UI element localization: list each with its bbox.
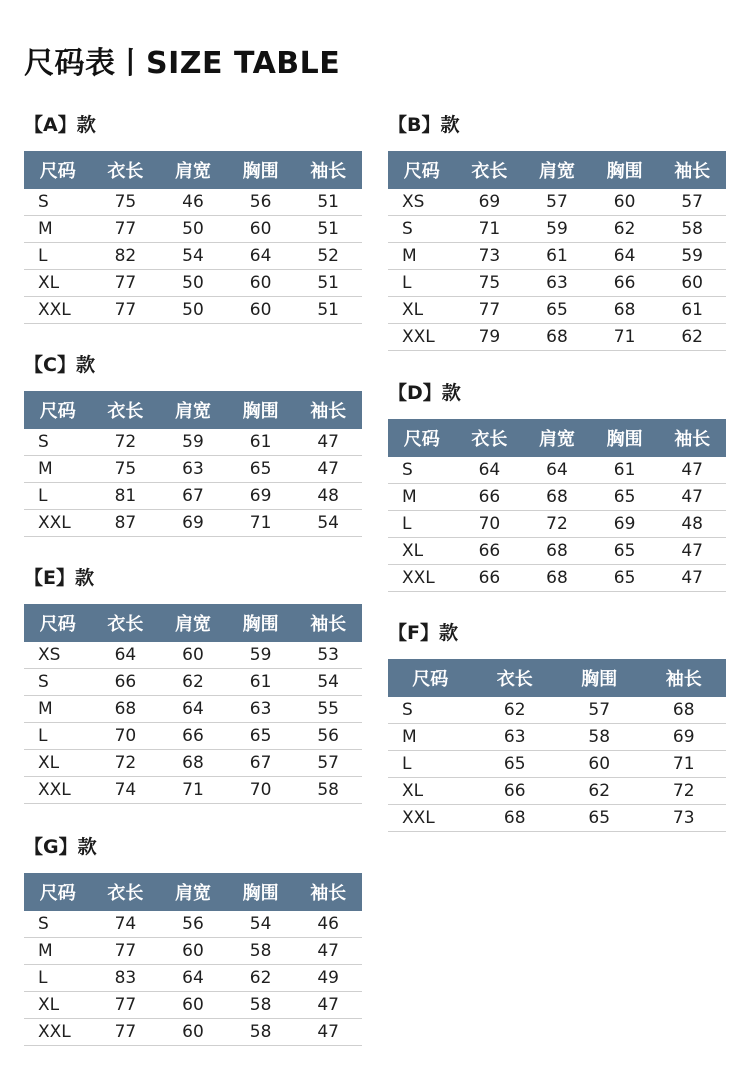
size-cell: L <box>24 965 92 992</box>
section-label-a: 【A】款 <box>24 114 96 136</box>
measurement-cell: 60 <box>159 642 227 669</box>
size-cell: XXL <box>24 1019 92 1046</box>
measurement-cell: 67 <box>159 483 227 510</box>
measurement-cell: 65 <box>473 751 558 778</box>
measurement-cell: 60 <box>557 751 642 778</box>
table-row <box>388 697 726 724</box>
column-header: 衣长 <box>456 151 524 189</box>
measurement-cell: 50 <box>159 216 227 243</box>
measurement-cell: 65 <box>523 297 591 324</box>
measurement-cell: 62 <box>658 324 726 351</box>
measurement-cell: 68 <box>523 484 591 511</box>
table-row <box>24 510 362 537</box>
measurement-cell: 60 <box>159 938 227 965</box>
measurement-cell: 53 <box>294 642 362 669</box>
measurement-cell: 61 <box>227 429 295 456</box>
measurement-cell: 47 <box>658 484 726 511</box>
measurement-cell: 59 <box>159 429 227 456</box>
measurement-cell: 54 <box>294 510 362 537</box>
measurement-cell: 59 <box>658 243 726 270</box>
size-cell: L <box>24 483 92 510</box>
size-cell: L <box>388 270 456 297</box>
column-header: 胸围 <box>557 659 642 697</box>
measurement-cell: 70 <box>456 511 524 538</box>
measurement-cell: 73 <box>642 805 727 832</box>
table-row <box>388 297 726 324</box>
measurement-cell: 71 <box>227 510 295 537</box>
table-header-row <box>24 873 362 911</box>
measurement-cell: 58 <box>658 216 726 243</box>
measurement-cell: 51 <box>294 297 362 324</box>
table-row <box>24 669 362 696</box>
measurement-cell: 62 <box>473 697 558 724</box>
measurement-cell: 66 <box>456 538 524 565</box>
measurement-cell: 61 <box>227 669 295 696</box>
measurement-cell: 58 <box>227 1019 295 1046</box>
size-cell: XL <box>24 750 92 777</box>
column-header: 尺码 <box>24 151 92 189</box>
measurement-cell: 63 <box>473 724 558 751</box>
column-header: 肩宽 <box>159 151 227 189</box>
measurement-cell: 77 <box>92 992 160 1019</box>
size-cell: S <box>24 911 92 938</box>
measurement-cell: 50 <box>159 297 227 324</box>
table-row <box>24 696 362 723</box>
measurement-cell: 64 <box>456 457 524 484</box>
table-row <box>24 243 362 270</box>
measurement-cell: 65 <box>591 484 659 511</box>
section-label-e: 【E】款 <box>24 567 94 589</box>
size-cell: XL <box>24 992 92 1019</box>
measurement-cell: 64 <box>92 642 160 669</box>
measurement-cell: 64 <box>227 243 295 270</box>
table-header-row <box>388 151 726 189</box>
column-header: 尺码 <box>388 659 473 697</box>
table-row <box>388 457 726 484</box>
measurement-cell: 54 <box>227 911 295 938</box>
size-table-block-a <box>24 112 362 324</box>
section-label-f: 【F】款 <box>388 622 458 644</box>
measurement-cell: 50 <box>159 270 227 297</box>
table-row <box>388 270 726 297</box>
measurement-cell: 72 <box>92 429 160 456</box>
measurement-cell: 47 <box>294 1019 362 1046</box>
measurement-cell: 60 <box>227 216 295 243</box>
measurement-cell: 46 <box>294 911 362 938</box>
measurement-cell: 47 <box>658 457 726 484</box>
size-table-block-d <box>388 380 726 592</box>
table-row <box>24 270 362 297</box>
table-row <box>388 484 726 511</box>
measurement-cell: 60 <box>658 270 726 297</box>
measurement-cell: 75 <box>92 456 160 483</box>
column-header: 肩宽 <box>159 604 227 642</box>
measurement-cell: 72 <box>523 511 591 538</box>
size-cell: S <box>24 429 92 456</box>
measurement-cell: 48 <box>658 511 726 538</box>
column-header: 袖长 <box>294 151 362 189</box>
measurement-cell: 47 <box>294 938 362 965</box>
measurement-cell: 47 <box>658 538 726 565</box>
table-row <box>24 1019 362 1046</box>
column-header: 肩宽 <box>523 419 591 457</box>
measurement-cell: 58 <box>227 938 295 965</box>
measurement-cell: 47 <box>294 456 362 483</box>
size-table-f <box>388 659 726 832</box>
table-header-row <box>24 604 362 642</box>
size-table-block-b <box>388 112 726 351</box>
measurement-cell: 83 <box>92 965 160 992</box>
table-row <box>24 297 362 324</box>
measurement-cell: 71 <box>642 751 727 778</box>
measurement-cell: 46 <box>159 189 227 216</box>
measurement-cell: 70 <box>92 723 160 750</box>
column-header: 胸围 <box>227 391 295 429</box>
size-table-block-e <box>24 565 362 804</box>
size-cell: XXL <box>388 565 456 592</box>
size-cell: XL <box>24 270 92 297</box>
measurement-cell: 58 <box>227 992 295 1019</box>
measurement-cell: 63 <box>159 456 227 483</box>
measurement-cell: 64 <box>523 457 591 484</box>
measurement-cell: 64 <box>591 243 659 270</box>
measurement-cell: 57 <box>658 189 726 216</box>
measurement-cell: 77 <box>92 938 160 965</box>
measurement-cell: 64 <box>159 696 227 723</box>
size-table-c <box>24 391 362 537</box>
size-table-e <box>24 604 362 804</box>
size-cell: S <box>24 189 92 216</box>
measurement-cell: 60 <box>227 270 295 297</box>
table-header-row <box>388 659 726 697</box>
section-label-c: 【C】款 <box>24 354 95 376</box>
size-cell: S <box>388 697 473 724</box>
column-header: 胸围 <box>227 151 295 189</box>
size-cell: S <box>24 669 92 696</box>
column-header: 衣长 <box>92 391 160 429</box>
size-table-block-g <box>24 834 362 1046</box>
measurement-cell: 61 <box>658 297 726 324</box>
size-cell: L <box>388 751 473 778</box>
section-label-b: 【B】款 <box>388 114 460 136</box>
measurement-cell: 68 <box>473 805 558 832</box>
measurement-cell: 77 <box>92 270 160 297</box>
measurement-cell: 66 <box>591 270 659 297</box>
measurement-cell: 66 <box>456 484 524 511</box>
measurement-cell: 65 <box>591 538 659 565</box>
measurement-cell: 68 <box>523 538 591 565</box>
size-cell: S <box>388 457 456 484</box>
size-cell: L <box>24 243 92 270</box>
measurement-cell: 66 <box>92 669 160 696</box>
size-table-b <box>388 151 726 351</box>
measurement-cell: 81 <box>92 483 160 510</box>
measurement-cell: 66 <box>456 565 524 592</box>
measurement-cell: 69 <box>591 511 659 538</box>
measurement-cell: 67 <box>227 750 295 777</box>
measurement-cell: 69 <box>159 510 227 537</box>
measurement-cell: 47 <box>294 992 362 1019</box>
table-row <box>388 751 726 778</box>
measurement-cell: 87 <box>92 510 160 537</box>
measurement-cell: 65 <box>591 565 659 592</box>
measurement-cell: 60 <box>227 297 295 324</box>
column-header: 尺码 <box>24 873 92 911</box>
table-header-row <box>24 391 362 429</box>
measurement-cell: 47 <box>658 565 726 592</box>
table-row <box>388 511 726 538</box>
table-row <box>388 805 726 832</box>
size-cell: XS <box>388 189 456 216</box>
measurement-cell: 52 <box>294 243 362 270</box>
measurement-cell: 75 <box>456 270 524 297</box>
table-row <box>388 243 726 270</box>
measurement-cell: 74 <box>92 911 160 938</box>
table-header-row <box>388 419 726 457</box>
measurement-cell: 51 <box>294 189 362 216</box>
table-row <box>388 189 726 216</box>
measurement-cell: 62 <box>227 965 295 992</box>
measurement-cell: 61 <box>591 457 659 484</box>
measurement-cell: 69 <box>456 189 524 216</box>
size-cell: XXL <box>24 777 92 804</box>
measurement-cell: 74 <box>92 777 160 804</box>
measurement-cell: 61 <box>523 243 591 270</box>
table-row <box>24 992 362 1019</box>
measurement-cell: 77 <box>92 1019 160 1046</box>
column-header: 尺码 <box>388 151 456 189</box>
measurement-cell: 71 <box>159 777 227 804</box>
column-header: 衣长 <box>473 659 558 697</box>
measurement-cell: 72 <box>92 750 160 777</box>
size-cell: XXL <box>24 510 92 537</box>
column-header: 尺码 <box>24 604 92 642</box>
section-label-g: 【G】款 <box>24 836 97 858</box>
measurement-cell: 54 <box>294 669 362 696</box>
size-cell: M <box>24 216 92 243</box>
size-cell: M <box>24 696 92 723</box>
size-table-block-c <box>24 352 362 537</box>
size-cell: XXL <box>388 324 456 351</box>
measurement-cell: 68 <box>591 297 659 324</box>
measurement-cell: 62 <box>557 778 642 805</box>
measurement-cell: 71 <box>456 216 524 243</box>
column-header: 胸围 <box>227 604 295 642</box>
measurement-cell: 60 <box>159 1019 227 1046</box>
section-label-d: 【D】款 <box>388 382 461 404</box>
column-header: 袖长 <box>658 151 726 189</box>
table-row <box>388 724 726 751</box>
measurement-cell: 64 <box>159 965 227 992</box>
measurement-cell: 48 <box>294 483 362 510</box>
measurement-cell: 66 <box>159 723 227 750</box>
measurement-cell: 70 <box>227 777 295 804</box>
size-cell: XS <box>24 642 92 669</box>
measurement-cell: 56 <box>294 723 362 750</box>
column-header: 胸围 <box>227 873 295 911</box>
size-cell: M <box>388 724 473 751</box>
measurement-cell: 69 <box>227 483 295 510</box>
size-cell: XL <box>388 778 473 805</box>
size-cell: M <box>388 243 456 270</box>
table-row <box>24 777 362 804</box>
size-cell: XXL <box>388 805 473 832</box>
measurement-cell: 72 <box>642 778 727 805</box>
measurement-cell: 75 <box>92 189 160 216</box>
measurement-cell: 68 <box>92 696 160 723</box>
size-table-block-f <box>388 620 726 832</box>
measurement-cell: 65 <box>557 805 642 832</box>
measurement-cell: 47 <box>294 429 362 456</box>
measurement-cell: 77 <box>92 216 160 243</box>
measurement-cell: 54 <box>159 243 227 270</box>
table-row <box>388 216 726 243</box>
size-cell: L <box>388 511 456 538</box>
measurement-cell: 62 <box>159 669 227 696</box>
table-row <box>24 723 362 750</box>
column-header: 衣长 <box>456 419 524 457</box>
column-header: 袖长 <box>642 659 727 697</box>
size-cell: M <box>388 484 456 511</box>
measurement-cell: 63 <box>523 270 591 297</box>
column-header: 尺码 <box>388 419 456 457</box>
column-header: 胸围 <box>591 151 659 189</box>
column-header: 袖长 <box>294 391 362 429</box>
measurement-cell: 59 <box>227 642 295 669</box>
page-title: 尺码表丨SIZE TABLE <box>24 46 341 81</box>
measurement-cell: 68 <box>159 750 227 777</box>
table-row <box>388 565 726 592</box>
size-cell: XL <box>388 538 456 565</box>
size-table-a <box>24 151 362 324</box>
measurement-cell: 56 <box>227 189 295 216</box>
measurement-cell: 57 <box>523 189 591 216</box>
measurement-cell: 77 <box>456 297 524 324</box>
measurement-cell: 69 <box>642 724 727 751</box>
table-row <box>388 778 726 805</box>
measurement-cell: 62 <box>591 216 659 243</box>
measurement-cell: 68 <box>523 324 591 351</box>
measurement-cell: 51 <box>294 216 362 243</box>
measurement-cell: 59 <box>523 216 591 243</box>
measurement-cell: 60 <box>159 992 227 1019</box>
measurement-cell: 68 <box>523 565 591 592</box>
size-cell: L <box>24 723 92 750</box>
table-row <box>24 429 362 456</box>
column-header: 胸围 <box>591 419 659 457</box>
measurement-cell: 51 <box>294 270 362 297</box>
table-row <box>388 538 726 565</box>
table-row <box>24 642 362 669</box>
measurement-cell: 63 <box>227 696 295 723</box>
size-cell: XL <box>388 297 456 324</box>
table-row <box>24 938 362 965</box>
table-row <box>24 216 362 243</box>
column-header: 尺码 <box>24 391 92 429</box>
measurement-cell: 71 <box>591 324 659 351</box>
column-header: 衣长 <box>92 873 160 911</box>
column-header: 衣长 <box>92 151 160 189</box>
table-row <box>388 324 726 351</box>
measurement-cell: 60 <box>591 189 659 216</box>
measurement-cell: 79 <box>456 324 524 351</box>
column-header: 袖长 <box>658 419 726 457</box>
column-header: 肩宽 <box>159 391 227 429</box>
size-cell: S <box>388 216 456 243</box>
column-header: 肩宽 <box>159 873 227 911</box>
size-table-g <box>24 873 362 1046</box>
measurement-cell: 57 <box>294 750 362 777</box>
table-row <box>24 911 362 938</box>
table-row <box>24 750 362 777</box>
column-header: 袖长 <box>294 604 362 642</box>
measurement-cell: 73 <box>456 243 524 270</box>
measurement-cell: 68 <box>642 697 727 724</box>
size-table-d <box>388 419 726 592</box>
measurement-cell: 56 <box>159 911 227 938</box>
size-cell: XXL <box>24 297 92 324</box>
measurement-cell: 77 <box>92 297 160 324</box>
column-header: 衣长 <box>92 604 160 642</box>
measurement-cell: 55 <box>294 696 362 723</box>
column-header: 肩宽 <box>523 151 591 189</box>
table-header-row <box>24 151 362 189</box>
table-row <box>24 456 362 483</box>
size-cell: M <box>24 456 92 483</box>
measurement-cell: 66 <box>473 778 558 805</box>
measurement-cell: 65 <box>227 723 295 750</box>
measurement-cell: 58 <box>557 724 642 751</box>
measurement-cell: 49 <box>294 965 362 992</box>
measurement-cell: 82 <box>92 243 160 270</box>
measurement-cell: 57 <box>557 697 642 724</box>
table-row <box>24 483 362 510</box>
size-cell: M <box>24 938 92 965</box>
table-row <box>24 189 362 216</box>
table-row <box>24 965 362 992</box>
column-header: 袖长 <box>294 873 362 911</box>
measurement-cell: 58 <box>294 777 362 804</box>
measurement-cell: 65 <box>227 456 295 483</box>
